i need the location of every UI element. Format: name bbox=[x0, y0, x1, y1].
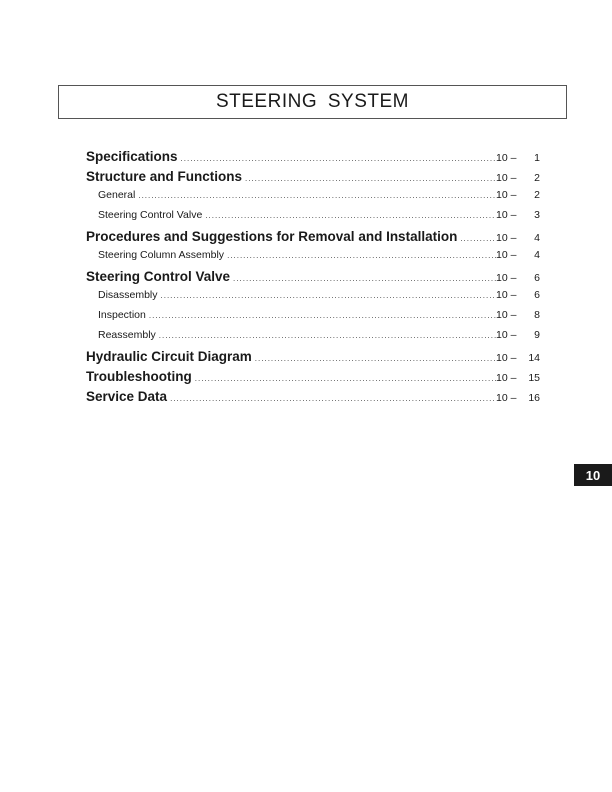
dot-leader bbox=[149, 311, 496, 320]
toc-page-ref: 10 – 16 bbox=[496, 392, 540, 404]
toc-entry-steering-control-valve-sub[interactable] bbox=[86, 209, 540, 229]
dot-leader bbox=[170, 394, 496, 403]
toc-page-ref: 10 – 1 bbox=[496, 152, 540, 164]
table-of-contents bbox=[86, 149, 540, 409]
toc-entry-steering-column-assembly[interactable] bbox=[86, 249, 540, 269]
page-title: STEERING SYSTEM bbox=[215, 91, 410, 112]
dot-leader bbox=[227, 251, 496, 260]
toc-entry-specifications[interactable] bbox=[86, 149, 540, 169]
chapter-tab bbox=[574, 464, 612, 486]
dot-leader bbox=[195, 374, 496, 383]
toc-entry-label: Steering Control Valve bbox=[98, 209, 203, 221]
toc-entry-label: Steering Control Valve bbox=[86, 269, 231, 284]
title-box bbox=[58, 85, 567, 119]
toc-entry-procedures-removal-installation[interactable] bbox=[86, 229, 540, 249]
dot-leader bbox=[181, 154, 496, 163]
toc-entry-label: Inspection bbox=[98, 309, 146, 321]
toc-entry-label: Specifications bbox=[86, 149, 178, 164]
dot-leader bbox=[245, 174, 496, 183]
toc-entry-hydraulic-circuit-diagram[interactable] bbox=[86, 349, 540, 369]
toc-entry-inspection[interactable] bbox=[86, 309, 540, 329]
toc-entry-label: Procedures and Suggestions for Removal and Installation bbox=[86, 229, 458, 244]
toc-entry-troubleshooting[interactable] bbox=[86, 369, 540, 389]
toc-entry-label: Structure and Functions bbox=[86, 169, 243, 184]
toc-page-ref: 10 – 6 bbox=[496, 272, 540, 284]
toc-page-ref: 10 – 3 bbox=[496, 209, 540, 221]
toc-page-ref: 10 – 15 bbox=[496, 372, 540, 384]
toc-entry-reassembly[interactable] bbox=[86, 329, 540, 349]
chapter-tab-label: 10 bbox=[585, 467, 601, 483]
toc-entry-steering-control-valve[interactable] bbox=[86, 269, 540, 289]
toc-entry-service-data[interactable] bbox=[86, 389, 540, 409]
dot-leader bbox=[138, 191, 496, 200]
toc-page-ref: 10 – 6 bbox=[496, 289, 540, 301]
toc-entry-label: Troubleshooting bbox=[86, 369, 192, 384]
toc-entry-label: Service Data bbox=[86, 389, 168, 404]
toc-entry-disassembly[interactable] bbox=[86, 289, 540, 309]
toc-entry-structure-and-functions[interactable] bbox=[86, 169, 540, 189]
toc-entry-label: Disassembly bbox=[98, 289, 158, 301]
toc-page-ref: 10 – 9 bbox=[496, 329, 540, 341]
toc-entry-general[interactable] bbox=[86, 189, 540, 209]
toc-page-ref: 10 – 14 bbox=[496, 352, 540, 364]
toc-page-ref: 10 – 2 bbox=[496, 172, 540, 184]
toc-page-ref: 10 – 8 bbox=[496, 309, 540, 321]
dot-leader bbox=[460, 234, 496, 243]
toc-page-ref: 10 – 2 bbox=[496, 189, 540, 201]
toc-entry-label: General bbox=[98, 189, 136, 201]
dot-leader bbox=[159, 331, 496, 340]
toc-entry-label: Hydraulic Circuit Diagram bbox=[86, 349, 252, 364]
toc-entry-label: Steering Column Assembly bbox=[98, 249, 225, 261]
toc-page-ref: 10 – 4 bbox=[496, 232, 540, 244]
dot-leader bbox=[255, 354, 496, 363]
toc-page-ref: 10 – 4 bbox=[496, 249, 540, 261]
dot-leader bbox=[205, 211, 496, 220]
dot-leader bbox=[233, 274, 496, 283]
dot-leader bbox=[161, 291, 496, 300]
toc-entry-label: Reassembly bbox=[98, 329, 156, 341]
